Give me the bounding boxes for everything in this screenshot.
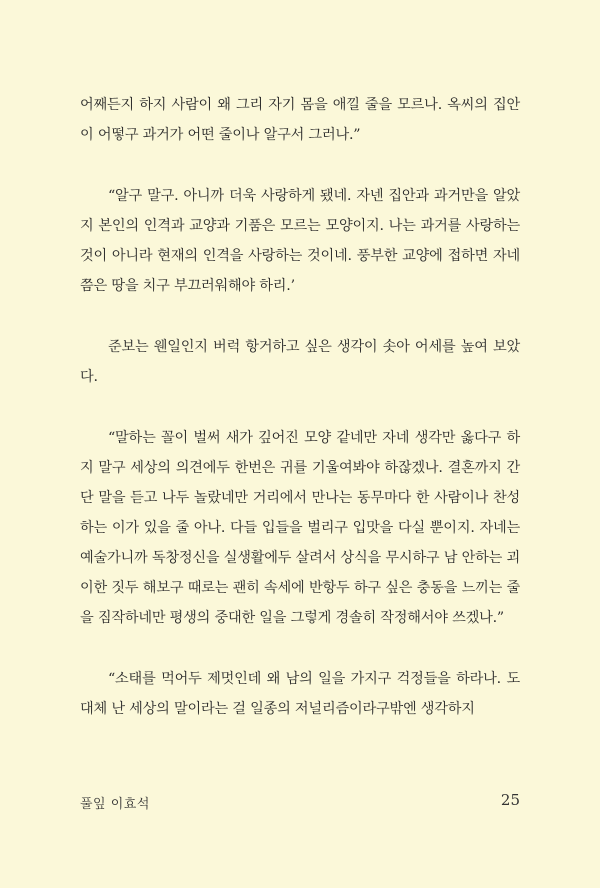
paragraph-4: “말하는 꼴이 벌써 새가 깊어진 모양 같네만 자네 생각만 옳다구 하지 말구 세상의 의견에두 한번은 귀를 기울여봐야 하잖겠나. 결혼까지 간단 말을 듣고 나두 놀랐네만 거리에서 만나는 동무마다 한 사람이나 찬성하는 이가 있을 줄 아나. 다들 입들을 벌리구 입맛을 다실 뿐이지. 자네는 예술가니까 독창정신을 실생활에두 살려서 상식을 무시하구 남 안하는 괴이한 짓두 해보구 때로는 괜히 속세에 반항두 하구 싶은 충동을 느끼는 줄을 짐작하네만 평생의 중대한 일을 그렇게 경솔히 작정해서야 쓰겠나.” [80, 430, 520, 626]
paragraph-3: 준보는 웬일인지 버럭 항거하고 싶은 생각이 솟아 어세를 높여 보았다. [80, 339, 520, 385]
page-footer [80, 793, 520, 815]
paragraph-2: “알구 말구. 아니까 더욱 사랑하게 됐네. 자넨 집안과 과거만을 알았지 본인의 인격과 교양과 기품은 모르는 모양이지. 나는 과거를 사랑하는 것이 아니라 현재의 인격을 사랑하는 것이네. 풍부한 교양에 접하면 자네쯤은 땅을 치구 부끄러워해야 하리.’ [80, 188, 520, 294]
body-text [80, 90, 520, 724]
footer-book-title: 풀잎 이효석 [80, 797, 150, 812]
page-number: 25 [500, 791, 520, 809]
paragraph-1: 어째든지 하지 사람이 왜 그리 자기 몸을 애낄 줄을 모르나. 옥씨의 집안이 어떻구 과거가 어떤 줄이나 알구서 그러나.” [80, 97, 520, 143]
paragraph-5: “소태를 먹어두 제멋인데 왜 남의 일을 가지구 걱정들을 하라나. 도대체 난 세상의 말이라는 걸 일종의 저널리즘이라구밖엔 생각하지 [80, 671, 520, 717]
